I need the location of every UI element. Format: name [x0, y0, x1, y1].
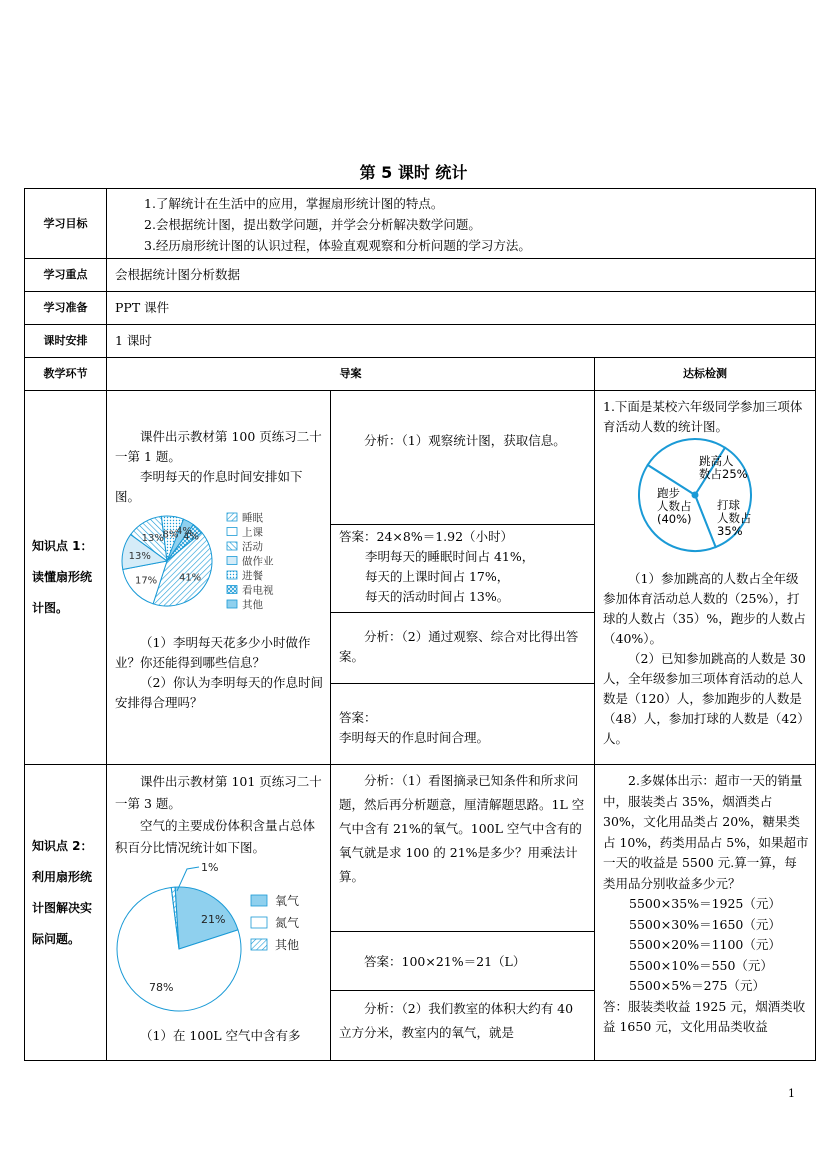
- pie-slice-label: 35%: [717, 524, 743, 538]
- pie-slice-label: 人数占: [717, 511, 752, 525]
- k1-test-pie-chart: [603, 437, 809, 563]
- header-stage: 教学环节: [25, 358, 107, 391]
- row-header: [25, 358, 816, 391]
- pie-slice-label: 跳高人: [699, 454, 734, 468]
- pie-center: [692, 492, 699, 499]
- lesson-table: [24, 188, 816, 1061]
- pie-slice-label: 数占25%: [699, 467, 748, 481]
- k2-material: [107, 765, 331, 1061]
- k2-test-calc: 5500×20%＝1100（元）: [629, 937, 781, 952]
- legend-swatch: [227, 571, 237, 579]
- k1-analysis-2: 分析：（2）通过观察、综合对比得出答案。: [331, 613, 595, 684]
- k2-intro: 课件出示教材第 101 页练习二十一第 3 题。: [115, 774, 322, 811]
- pie-slice-label: 1%: [201, 861, 219, 874]
- goal-item: 1.了解统计在生活中的应用，掌握扇形统计图的特点。: [144, 196, 444, 211]
- k1-test-intro: 1.下面是某校六年级同学参加三项体育活动人数的统计图。: [603, 399, 803, 434]
- k2-test-intro: 2.多媒体出示：超市一天的销量中，服装类占 35%，烟酒类占 30%，文化用品类占 20%，糖果类占 10%，药类用品占 5%，如果超市一天的收益是 5500 元.算一算，每类用品分别收益多少元？: [603, 773, 809, 891]
- k2-analysis-2: 分析：（2）我们教室的体积大约有 40 立方分米，教室内的氧气，就是: [331, 991, 595, 1061]
- pie-slice-label: 17%: [134, 575, 158, 587]
- schedule-value: 1 课时: [107, 325, 816, 358]
- legend-swatch: [227, 557, 237, 565]
- k1-intro: 课件出示教材第 100 页练习二十一第 1 题。: [115, 429, 322, 464]
- legend-label: 氧气: [275, 894, 300, 908]
- row-focus: [25, 259, 816, 292]
- legend-label: 做作业: [242, 555, 274, 568]
- prep-value: PPT 课件: [107, 292, 816, 325]
- k1-material: [107, 391, 331, 765]
- k1-answer-2: 答案： 李明每天的作息时间合理。: [331, 684, 595, 765]
- row-prep: [25, 292, 816, 325]
- legend-swatch: [251, 917, 267, 928]
- k1-analysis-1: 分析：（1）观察统计图，获取信息。: [331, 391, 595, 525]
- k2-test-calc: 5500×5%＝275（元）: [629, 978, 765, 993]
- focus-value: 会根据统计图分析数据: [107, 259, 816, 292]
- k1-label: 知识点 1：读懂扇形统计图。: [25, 391, 107, 765]
- k2-test-calc: 5500×10%＝550（元）: [629, 957, 773, 973]
- k2-row-a: [25, 765, 816, 932]
- legend-swatch: [227, 542, 237, 550]
- k2-analysis-1: 分析：（1）看图摘录已知条件和所求问题，然后再分析题意，厘清解题思路。1L 空气中含有 21%的氧气。100L 空气中含有的氧气就是求 100 的 21%是多少？用乘法计算。: [331, 765, 595, 932]
- k2-test-calc: 5500×30%＝1650（元）: [629, 916, 781, 932]
- legend-label: 上课: [242, 526, 263, 539]
- k1-question-1: （1）李明每天花多少小时做作业？你还能得到哪些信息？: [115, 635, 311, 670]
- k2-pie-chart: [115, 859, 325, 1019]
- legend-swatch: [227, 528, 237, 536]
- legend-label: 活动: [242, 541, 263, 553]
- legend-label: 进餐: [242, 570, 263, 582]
- pie-slice-label: 4%: [175, 526, 192, 538]
- k1-question-2: （2）你认为李明每天的作息时间安排得合理吗？: [115, 675, 323, 710]
- row-schedule: [25, 325, 816, 358]
- pie-slice-label: 41%: [178, 572, 202, 584]
- prep-label: 学习准备: [25, 292, 107, 325]
- legend-swatch: [251, 895, 267, 906]
- k2-question-1: （1）在 100L 空气中含有多: [140, 1028, 301, 1043]
- k2-test-answer: 答：服装类收益 1925 元，烟酒类收益 1650 元，文化用品类收益: [603, 998, 806, 1034]
- pie-slice-label: 4%: [183, 531, 199, 543]
- page-title: 第 5 课时 统计: [359, 163, 468, 182]
- legend-swatch: [227, 586, 237, 594]
- pie-slice-label: 78%: [149, 981, 174, 994]
- k2-label: 知识点 2：利用扇形统计图解决实际问题。: [25, 765, 107, 1061]
- goals-label: 学习目标: [25, 189, 107, 259]
- page-number: 1: [788, 1087, 795, 1100]
- pie-slice-label: 人数占: [657, 499, 692, 513]
- pie-slice-label: 21%: [201, 913, 226, 926]
- k1-desc: 李明每天的作息时间安排如下图。: [115, 469, 303, 504]
- legend-label: 看电视: [242, 584, 274, 597]
- k1-test: [595, 391, 816, 765]
- legend-label: 其他: [242, 599, 263, 611]
- k1-answer-1: 答案：24×8%＝1.92（小时） 李明每天的睡眠时间占 41%， 每天的上课时间占 17%， 每天的活动时间占 13%。: [331, 525, 595, 613]
- goal-item: 2.会根据统计图，提出数学问题，并学会分析解决数学问题。: [144, 217, 481, 232]
- legend-swatch: [227, 600, 237, 608]
- k2-desc: 空气的主要成份体积含量占总体积百分比情况统计如下图。: [115, 818, 316, 855]
- k2-test-calc: 5500×35%＝1925（元）: [629, 896, 781, 911]
- header-test: 达标检测: [595, 358, 816, 391]
- k1-pie-chart: [115, 507, 325, 619]
- row-goals: [25, 189, 816, 259]
- pie-slice-label: 打球: [717, 498, 740, 512]
- k2-test: [595, 765, 816, 1061]
- legend-label: 氮气: [275, 916, 300, 930]
- legend-swatch: [251, 939, 267, 950]
- header-guide: 导案: [107, 358, 595, 391]
- pie-slice-label: 跑步: [657, 486, 680, 500]
- k2-answer-1: 答案：100×21%＝21（L）: [331, 932, 595, 991]
- pie-slice-label: 13%: [128, 550, 151, 562]
- legend-swatch: [227, 513, 237, 521]
- k1-test-q1: （1）参加跳高的人数占全年级参加体育活动总人数的（25%），打球的人数占（35）%，跑步的人数占（40%）。: [603, 571, 806, 646]
- goals-content: [107, 189, 816, 259]
- pie-slice-label: 13%: [141, 532, 164, 544]
- legend-label: 其他: [275, 938, 300, 952]
- legend-label: 睡眠: [242, 512, 263, 524]
- pie-slice-label: (40%): [657, 512, 692, 526]
- k1-row-a: [25, 391, 816, 525]
- k1-test-q2: （2）已知参加跳高的人数是 30 人，全年级参加三项体育活动的总人数是（120）人，参加跑步的人数是（48）人，参加打球的人数是（42）人。: [603, 651, 806, 746]
- goal-item: 3.经历扇形统计图的认识过程，体验直观观察和分析问题的学习方法。: [144, 238, 531, 253]
- pie-slice-label: 8%: [162, 529, 179, 541]
- schedule-label: 课时安排: [25, 325, 107, 358]
- focus-label: 学习重点: [25, 259, 107, 292]
